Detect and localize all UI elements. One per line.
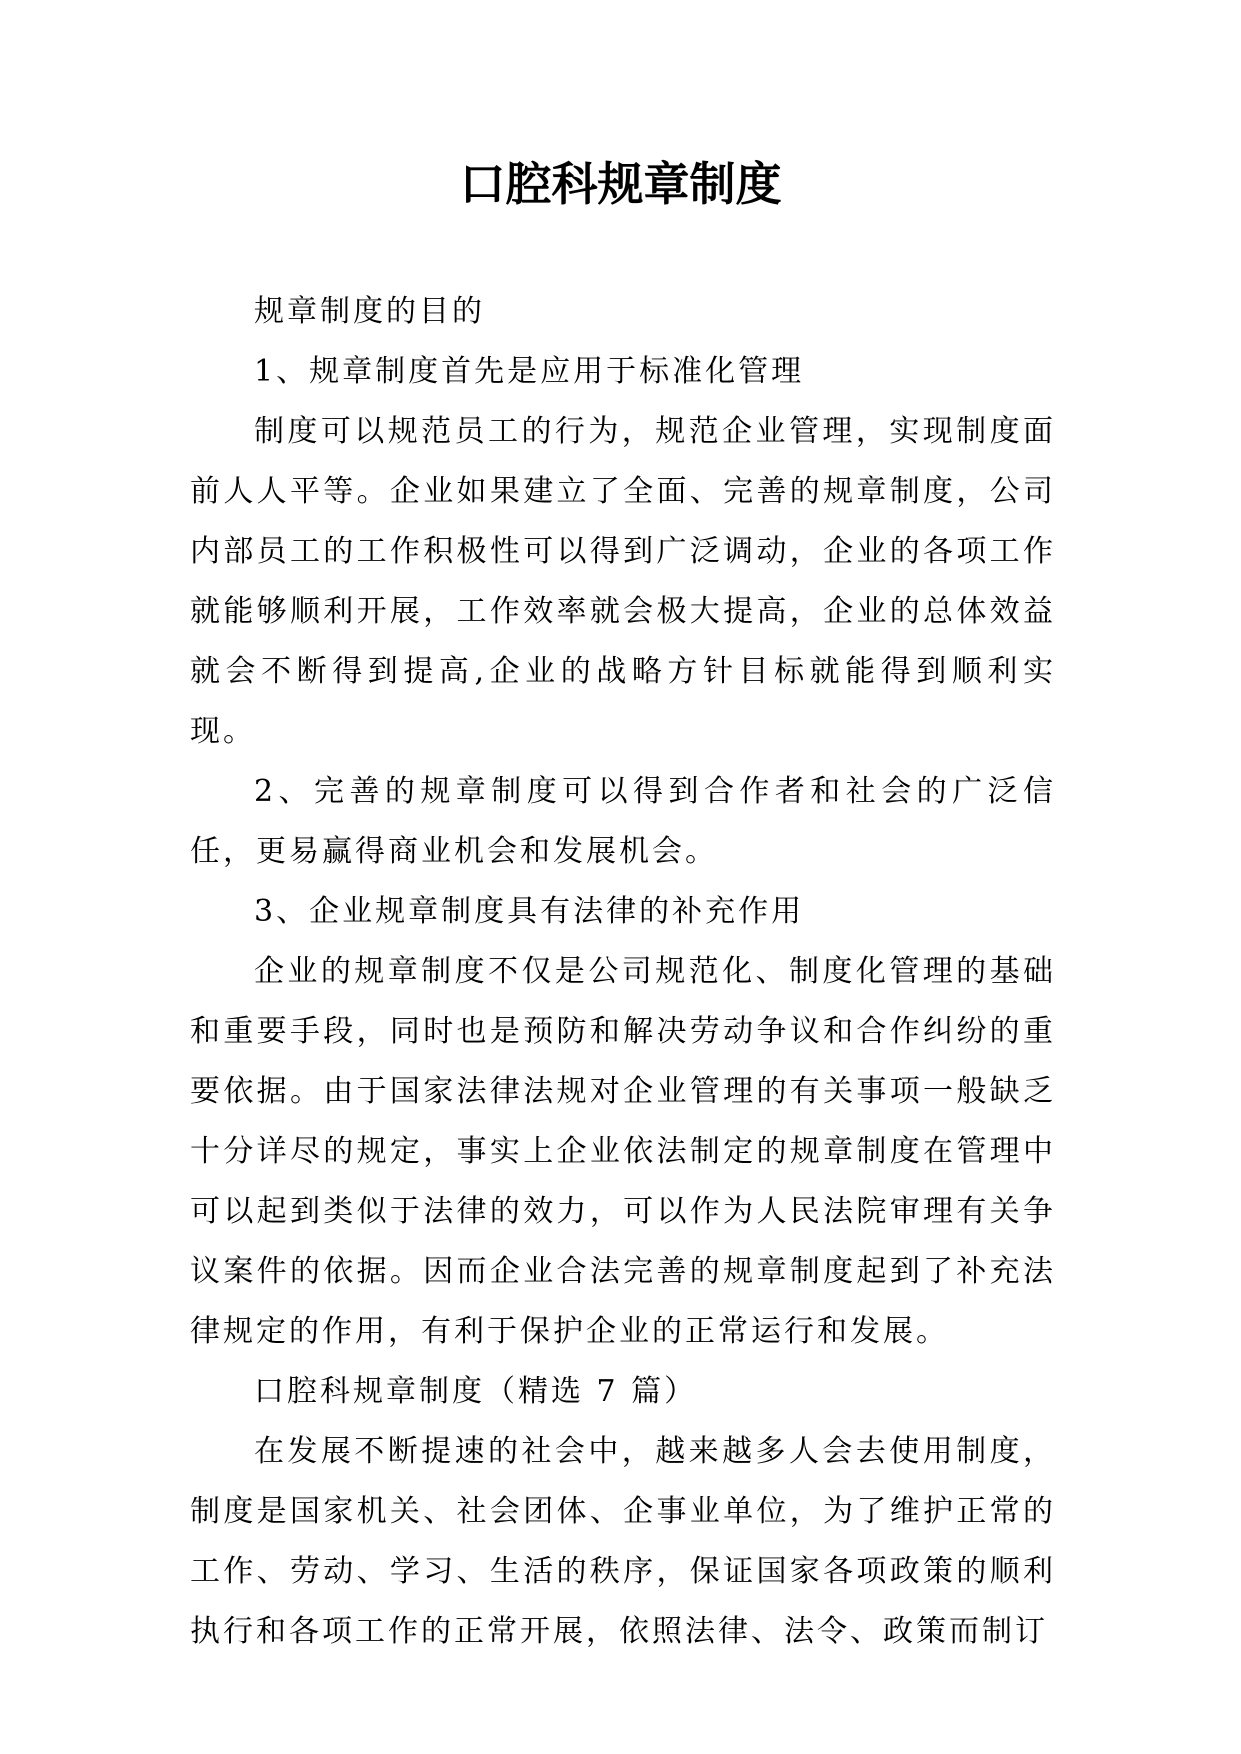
paragraph-point-2: 2、完善的规章制度可以得到合作者和社会的广泛信任，更易赢得商业机会和发展机会。 — [190, 774, 1056, 869]
paragraph-point-1-heading: 1、规章制度首先是应用于标准化管理 — [254, 354, 805, 389]
document-body — [190, 282, 1056, 1662]
paragraph-section-heading: 口腔科规章制度（精选 7 篇） — [254, 1374, 698, 1409]
paragraph-point-1-body: 制度可以规范员工的行为，规范企业管理，实现制度面前人人平等。企业如果建立了全面、完善的规章制度，公司内部员工的工作积极性可以得到广泛调动，企业的各项工作就能够顺利开展，工作效率就会极大提高，企业的总体效益就会不断得到提高,企业的战略方针目标就能得到顺利实现。 — [190, 414, 1056, 749]
document-title: 口腔科规章制度 — [459, 157, 782, 211]
paragraph-point-3-heading: 3、企业规章制度具有法律的补充作用 — [254, 894, 805, 929]
paragraph-point-3-body: 企业的规章制度不仅是公司规范化、制度化管理的基础和重要手段，同时也是预防和解决劳动争议和合作纠纷的重要依据。由于国家法律法规对企业管理的有关事项一般缺乏十分详尽的规定，事实上企业依法制定的规章制度在管理中可以起到类似于法律的效力，可以作为人民法院审理有关争议案件的依据。因而企业合法完善的规章制度起到了补充法律规定的作用，有利于保护企业的正常运行和发展。 — [190, 954, 1056, 1349]
paragraph-intro: 在发展不断提速的社会中，越来越多人会去使用制度，制度是国家机关、社会团体、企事业单位，为了维护正常的工作、劳动、学习、生活的秩序，保证国家各项政策的顺利执行和各项工作的正常开展，依照法律、法令、政策而制订 — [190, 1434, 1056, 1649]
paragraph-purpose-heading: 规章制度的目的 — [254, 294, 485, 329]
